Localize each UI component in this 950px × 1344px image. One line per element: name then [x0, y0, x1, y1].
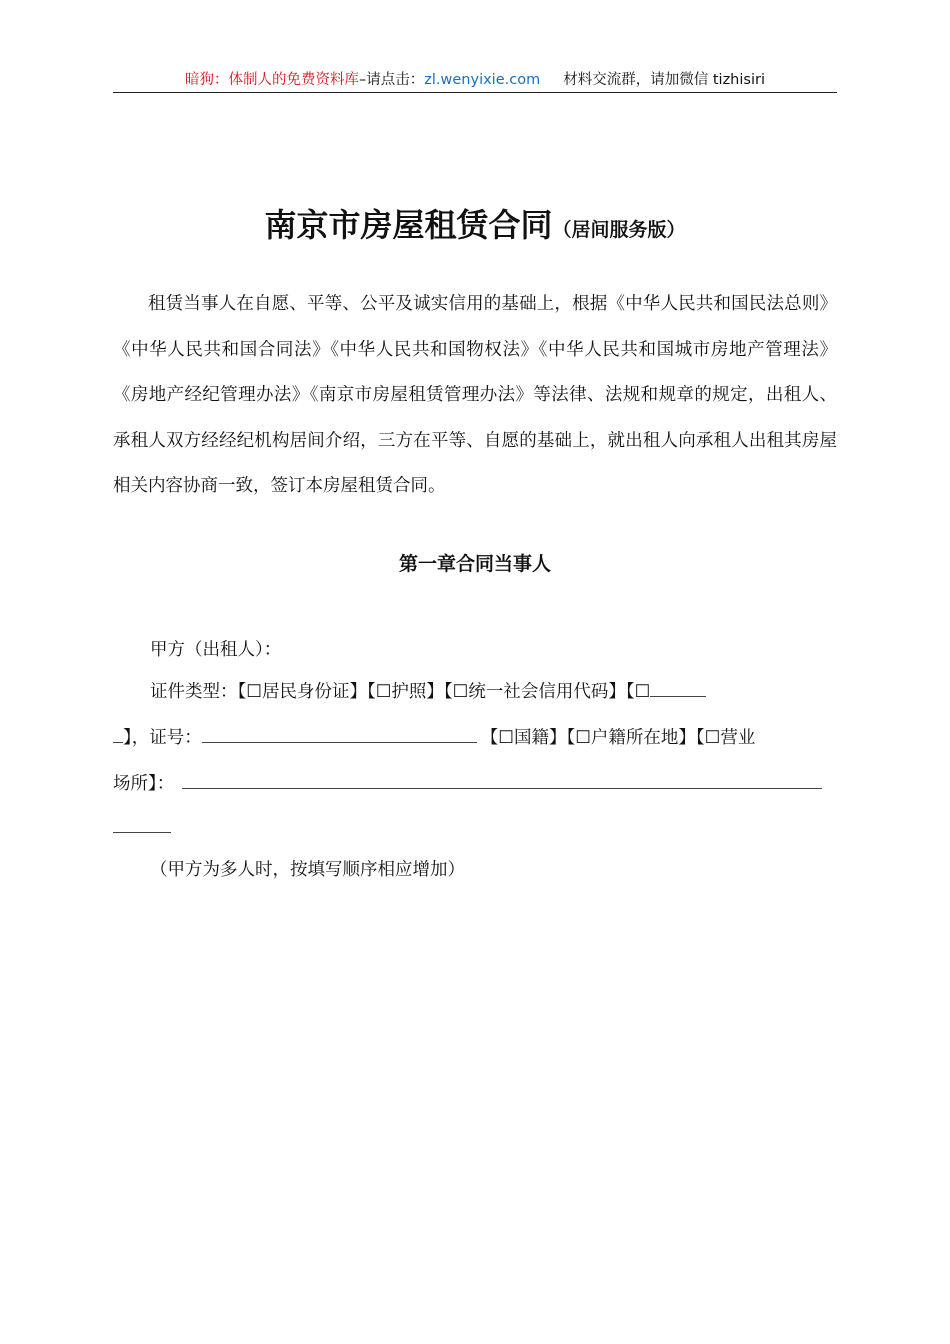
id-type-line-3: [113, 770, 822, 795]
id-type-label: 证件类型：: [150, 682, 238, 702]
id-type-line-2: [113, 724, 755, 749]
option-other[interactable]: 【☐: [625, 682, 651, 702]
header-click-text: –请点击：: [359, 72, 425, 88]
option-nationality[interactable]: 【☐国籍】: [480, 728, 567, 748]
id-number-label: 】，证号：: [123, 728, 202, 748]
option-household[interactable]: 【☐户籍所在地】: [566, 728, 696, 748]
document-title: [113, 200, 837, 246]
option-passport[interactable]: 【☐护照】: [366, 682, 444, 702]
id-type-line-4: [113, 815, 171, 838]
other-type-blank[interactable]: [650, 679, 706, 697]
address-blank[interactable]: [182, 771, 822, 789]
title-sub: （居间服务版）: [552, 219, 686, 241]
option-resident-id[interactable]: 【☐居民身份证】: [237, 682, 367, 702]
chapter-heading: 第一章合同当事人: [398, 553, 551, 575]
header-link[interactable]: zl.wenyixie.com: [424, 72, 541, 88]
title-main: 南京市房屋租赁合同: [264, 206, 553, 244]
header-wechat-text: 材料交流群，请加微信 tizhisiri: [563, 72, 765, 88]
other-type-blank-cont[interactable]: [113, 725, 123, 743]
option-credit-code[interactable]: 【☐统一社会信用代码】: [443, 682, 626, 702]
intro-paragraph: 租赁当事人在自愿、平等、公平及诚实信用的基础上，根据《中华人民共和国民法总则》《中华人民共和国合同法》《中华人民共和国物权法》《中华人民共和国城市房地产管理法》《房地产经纪管理办法》《南京市房屋租赁管理办法》等法律、法规和规章的规定，出租人、承租人双方经经纪机构居间介绍，三方在平等、自愿的基础上，就出租人向承租人出租其房屋相关内容协商一致，签订本房屋租赁合同。: [113, 294, 837, 496]
option-business[interactable]: 【☐营业: [695, 728, 756, 748]
party-a-label: 甲方（出租人）：: [150, 640, 282, 660]
page-header: [113, 70, 837, 93]
id-type-line-1: [150, 678, 706, 703]
party-a-note: （甲方为多人时，按填写顺序相应增加）: [150, 860, 465, 880]
id-number-blank[interactable]: [202, 725, 477, 743]
header-site-name: 暗狗：体制人的免费资料库: [185, 72, 360, 88]
business-place-label: 场所】：: [113, 774, 175, 794]
address-blank-cont[interactable]: [113, 815, 171, 833]
